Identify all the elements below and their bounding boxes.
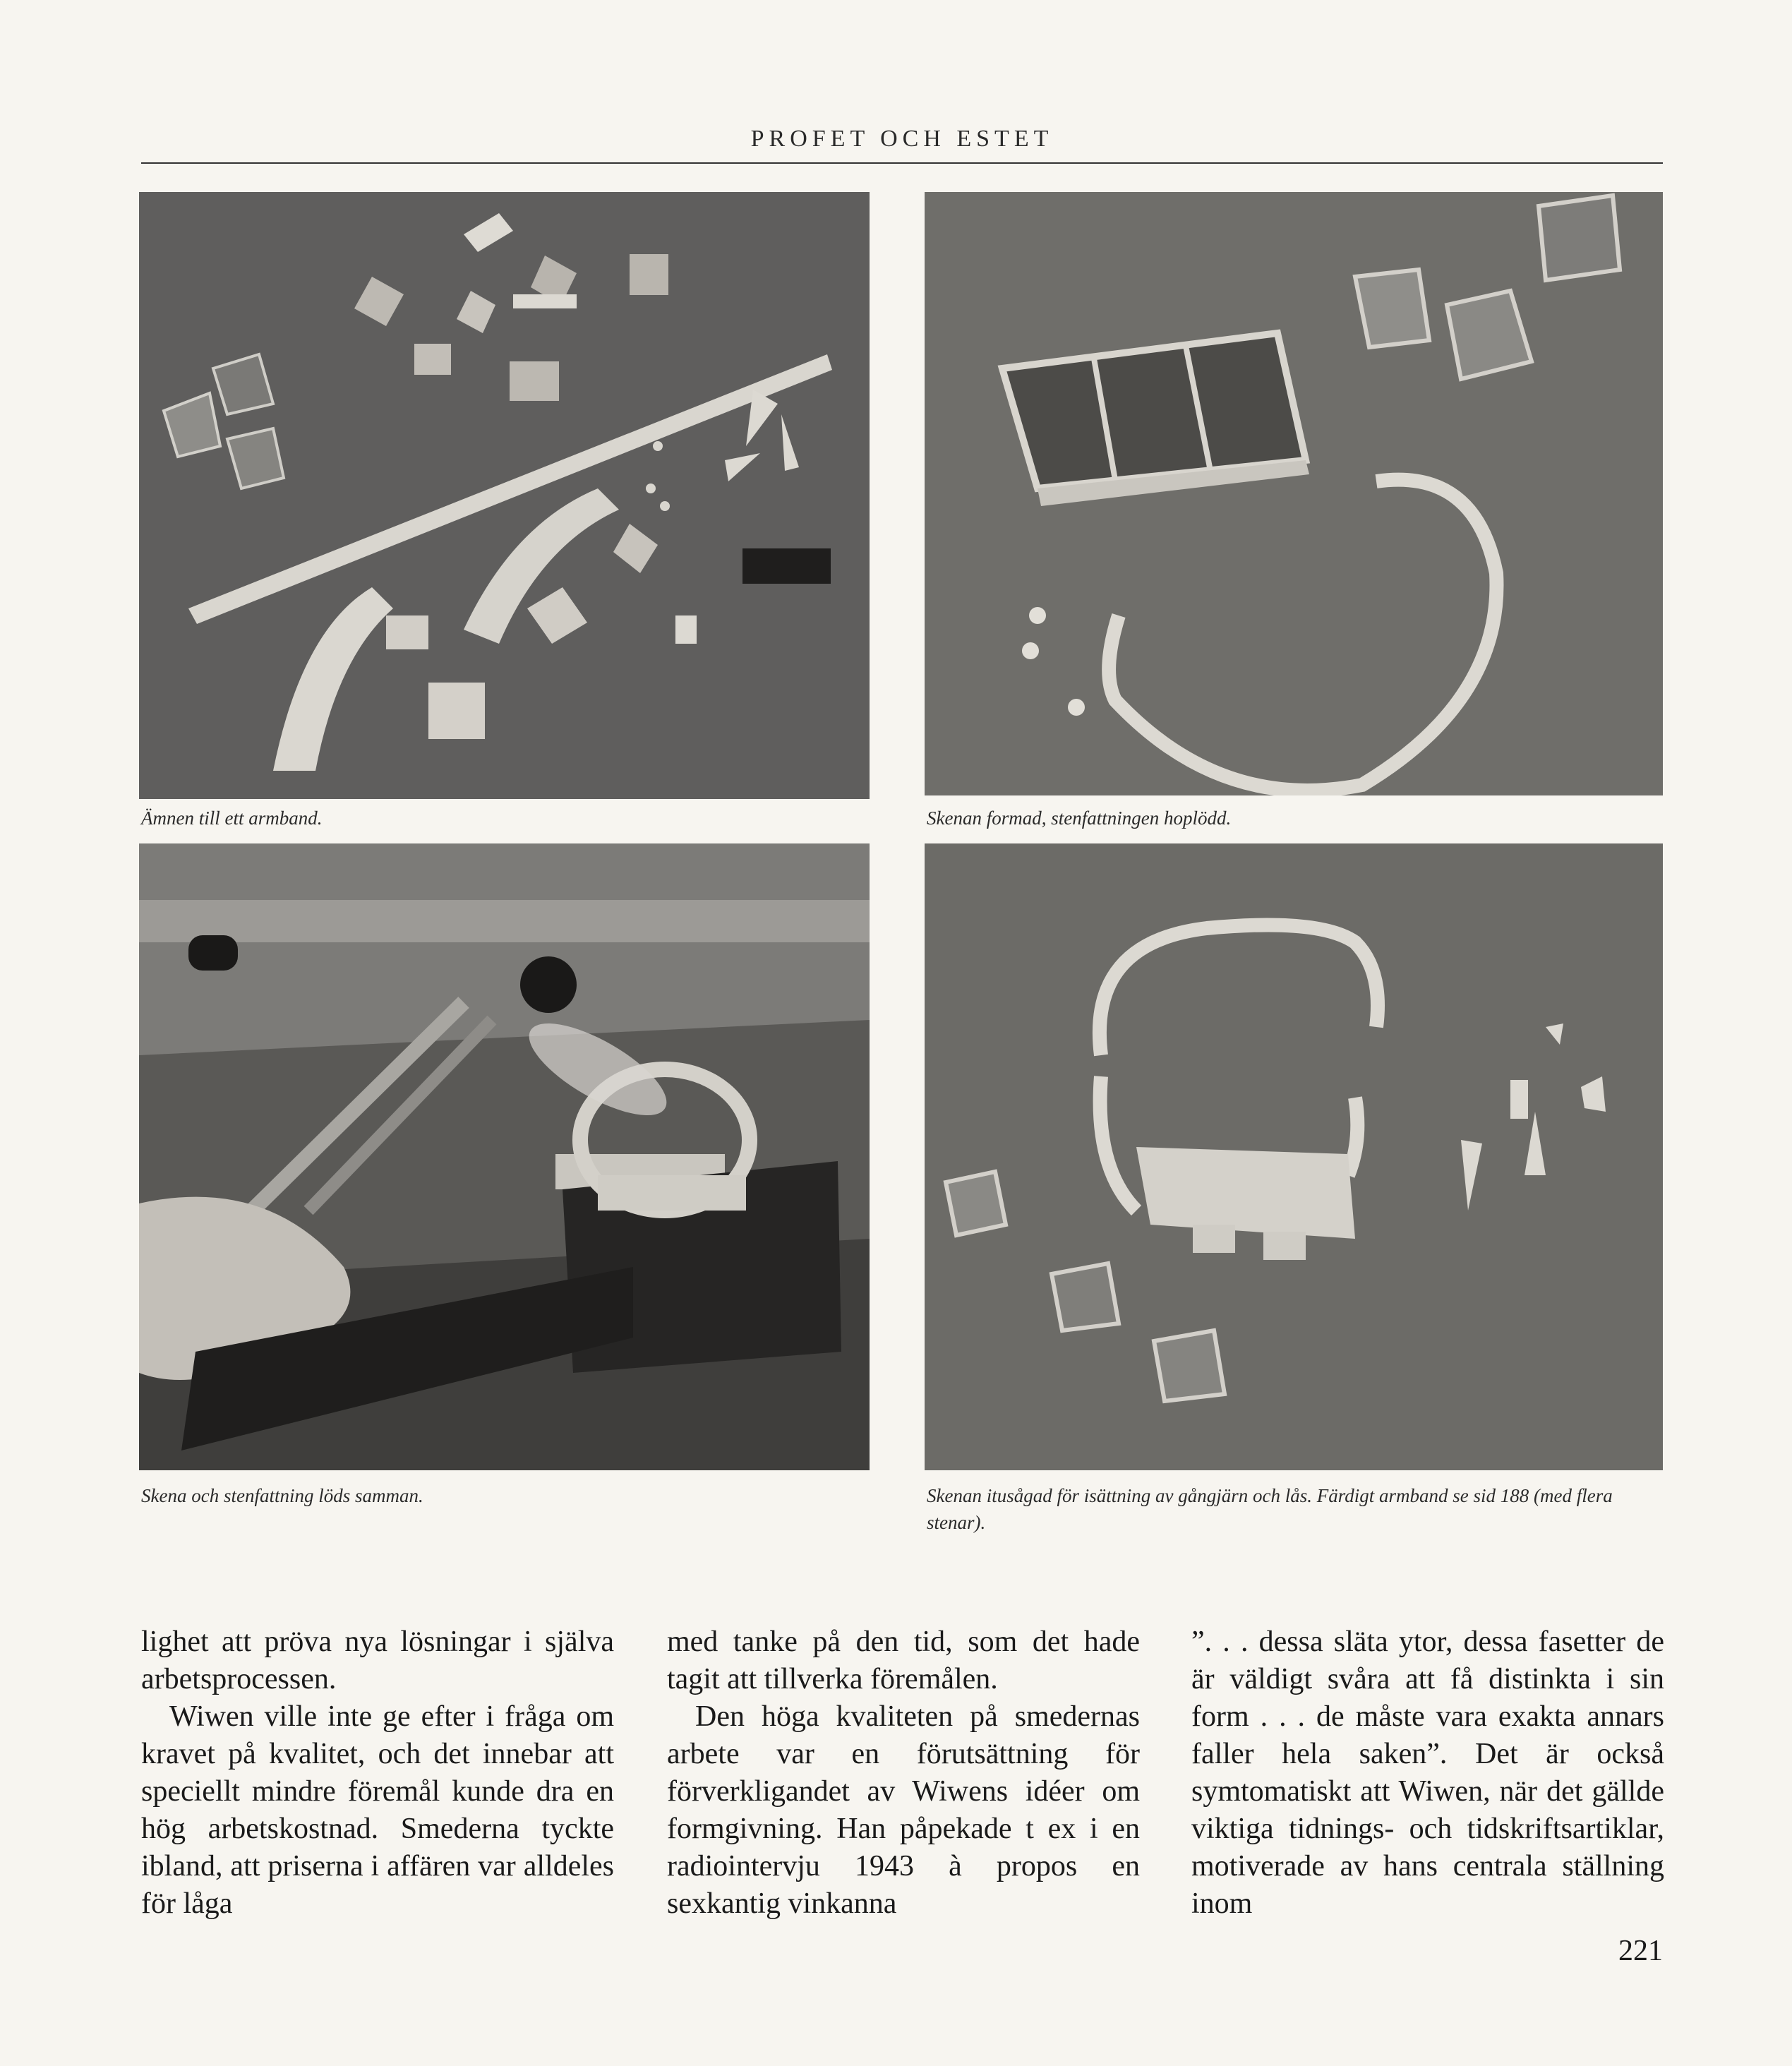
- caption-figure-4: Skenan itusågad för isättning av gångjärn och lås. Färdigt armband se sid 188 (med flera stenar).: [927, 1485, 1613, 1533]
- body-column-3: [1191, 1623, 1664, 1923]
- paragraph: lighet att pröva nya lösningar i själva arbetsprocessen.: [141, 1626, 614, 1695]
- paragraph: Wiwen ville inte ge efter i fråga om kravet på kvalitet, och det innebar att speciellt mindre föremål kunde dra en hög arbetskostnad. Smederna tyckte ibland, att priserna i affären var alldeles för låga: [141, 1700, 614, 1920]
- caption-figure-2: Skenan formad, stenfattningen hoplödd.: [927, 807, 1232, 829]
- header-rule: [141, 162, 1663, 164]
- paragraph: Den höga kvaliteten på smedernas arbete var en förutsättning för förverkligandet av Wiwens idéer om formgivning. Han påpekade t ex i en radiointervju 1943 à propos en sexkantig vinkanna: [667, 1700, 1140, 1920]
- paragraph: med tanke på den tid, som det hade tagit att tillverka föremålen.: [667, 1626, 1140, 1695]
- caption-figure-3: Skena och stenfattning löds samman.: [141, 1485, 423, 1506]
- paragraph: ”. . . dessa släta ytor, dessa fasetter de är väldigt svåra att få distinkta i sin form . . . de måste vara exakta annars faller hela saken”. Det är också symtomatiskt att Wiwen, när det gällde viktiga tidnings- och tidskriftsartiklar, motiverade av hans centrala ställning inom: [1191, 1626, 1664, 1920]
- body-column-2: [667, 1623, 1140, 1923]
- page-number: 221: [1618, 1935, 1663, 1967]
- photo-rail-sawn: [925, 843, 1663, 1470]
- photo-soldering: [139, 843, 870, 1470]
- body-column-1: [141, 1623, 614, 1923]
- caption-figure-1: Ämnen till ett armband.: [141, 807, 323, 829]
- photo-bracelet-blanks: [139, 192, 870, 799]
- photo-formed-rail: [925, 192, 1663, 795]
- running-head: PROFET OCH ESTET: [750, 126, 1054, 152]
